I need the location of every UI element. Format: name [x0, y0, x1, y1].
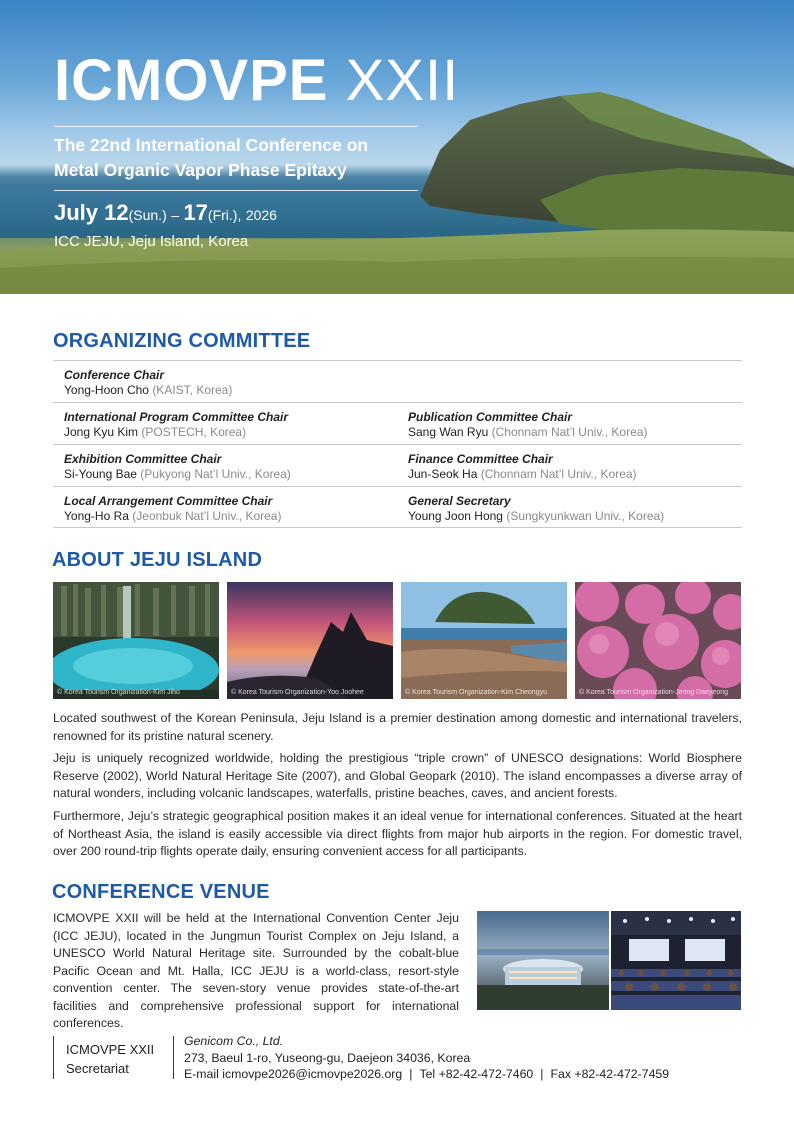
coastal-rock-photo — [401, 582, 567, 699]
company-name: Genicom Co., Ltd. — [184, 1034, 284, 1048]
hero-divider-top — [54, 126, 418, 127]
conference-acronym-title: ICMOVPE XXII — [54, 48, 460, 113]
committee-member: Exhibition Committee Chair Si-Young Bae (Pukyong Nat’l Univ., Korea) — [64, 452, 291, 481]
committee-table — [53, 360, 742, 528]
conference-location: ICC JEJU, Jeju Island, Korea — [54, 233, 249, 250]
about-paragraph: Jeju is uniquely recognized worldwide, holding the prestigious “triple crown” of UNESCO designations: World Biosphere Reserve (2002), World Natural Heritage Site (2007), and Global Geopark (2010). The island encompasses a diverse array of natural wonders, including volcanic landscapes, waterfalls, pristine beaches, caves, and ancient forests. — [53, 751, 742, 800]
sunset-coast-photo — [227, 582, 393, 699]
committee-row — [53, 360, 742, 402]
company-address: 273, Baeul 1-ro, Yuseong-gu, Daejeon 34036, Korea — [184, 1050, 471, 1065]
venue-description: ICMOVPE XXII will be held at the International Convention Center Jeju (ICC JEJU), located in the Jungmun Tourist Complex on Jeju Island, a UNESCO World Natural Heritage site. Surrounded by the cobalt-blue Pacific Ocean and Mt. Halla, ICC JEJU is a world-class, resort-style convention center. The seven-story venue provides state-of-the-art facilities and comprehensive professional support for international conferences. — [53, 911, 459, 1030]
committee-member: Finance Committee Chair Jun-Seok Ha (Chonnam Nat’l Univ., Korea) — [408, 452, 637, 481]
photo-credit: © Korea Tourism Organization-Kim Jiho — [57, 689, 180, 696]
contact-tel[interactable]: Tel +82-42-472-7460 — [419, 1067, 534, 1081]
about-jeju-heading: ABOUT JEJU ISLAND — [52, 549, 263, 571]
about-paragraph: Furthermore, Jeju’s strategic geographical position makes it an ideal venue for international conferences. Situated at the heart of Northeast Asia, the island is easily accessible via direct flights from major hub airports in the region. For domestic travel, over 200 round-trip flights operate daily, ensuring convenient access for all participants. — [53, 809, 742, 858]
contact-fax: Fax +82-42-472-7459 — [550, 1067, 670, 1081]
committee-member: Publication Committee Chair Sang Wan Ryu (Chonnam Nat’l Univ., Korea) — [408, 410, 648, 439]
footer-divider — [173, 1036, 174, 1079]
contact-email[interactable]: E-mail icmovpe2026@icmovpe2026.org — [184, 1067, 403, 1081]
waterfall-pool-photo — [53, 582, 219, 699]
committee-member: Conference Chair Yong-Hoon Cho (KAIST, Korea) — [64, 368, 233, 397]
committee-member: International Program Committee Chair Jong Kyu Kim (POSTECH, Korea) — [64, 410, 289, 439]
committee-row — [53, 444, 742, 486]
secretariat-label: ICMOVPE XXII Secretariat — [66, 1042, 155, 1076]
pink-flowers-photo — [575, 582, 741, 699]
conference-hall-photo — [611, 911, 741, 1010]
committee-row — [53, 486, 742, 528]
conference-venue-heading: CONFERENCE VENUE — [52, 881, 270, 903]
secretariat-contact: Genicom Co., Ltd. 273, Baeul 1-ro, Yuseong-gu, Daejeon 34036, Korea E-mail icmovpe2026@icmovpe2026.org | Tel +82-42-472-7460 | Fax +82-42-472-7459 — [184, 1034, 670, 1081]
hero-banner — [0, 0, 794, 294]
photo-credit: © Korea Tourism Organization-Jeong Daeyeong — [579, 689, 728, 696]
committee-member: Local Arrangement Committee Chair Yong-Ho Ra (Jeonbuk Nat’l Univ., Korea) — [64, 494, 282, 523]
hero-divider-bottom — [54, 190, 418, 191]
photo-credit: © Korea Tourism Organization-Yoo Joohee — [231, 689, 364, 696]
about-paragraph: Located southwest of the Korean Peninsula, Jeju Island is a premier destination among domestic and international travelers, renowned for its pristine natural scenery. — [53, 711, 742, 743]
committee-member: General Secretary Young Joon Hong (Sungkyunkwan Univ., Korea) — [408, 494, 665, 523]
footer-divider — [53, 1036, 54, 1079]
jeju-photo-strip — [53, 582, 741, 699]
photo-credit: © Korea Tourism Organization-Kim Cheongyu — [405, 689, 547, 696]
organizing-committee-heading: ORGANIZING COMMITTEE — [53, 330, 311, 352]
conference-dates: July 12(Sun.) – 17(Fri.), 2026 — [54, 200, 277, 225]
icc-jeju-building-photo — [477, 911, 609, 1010]
committee-row — [53, 402, 742, 444]
conference-full-name: The 22nd International Conference on Metal Organic Vapor Phase Epitaxy — [54, 135, 369, 180]
